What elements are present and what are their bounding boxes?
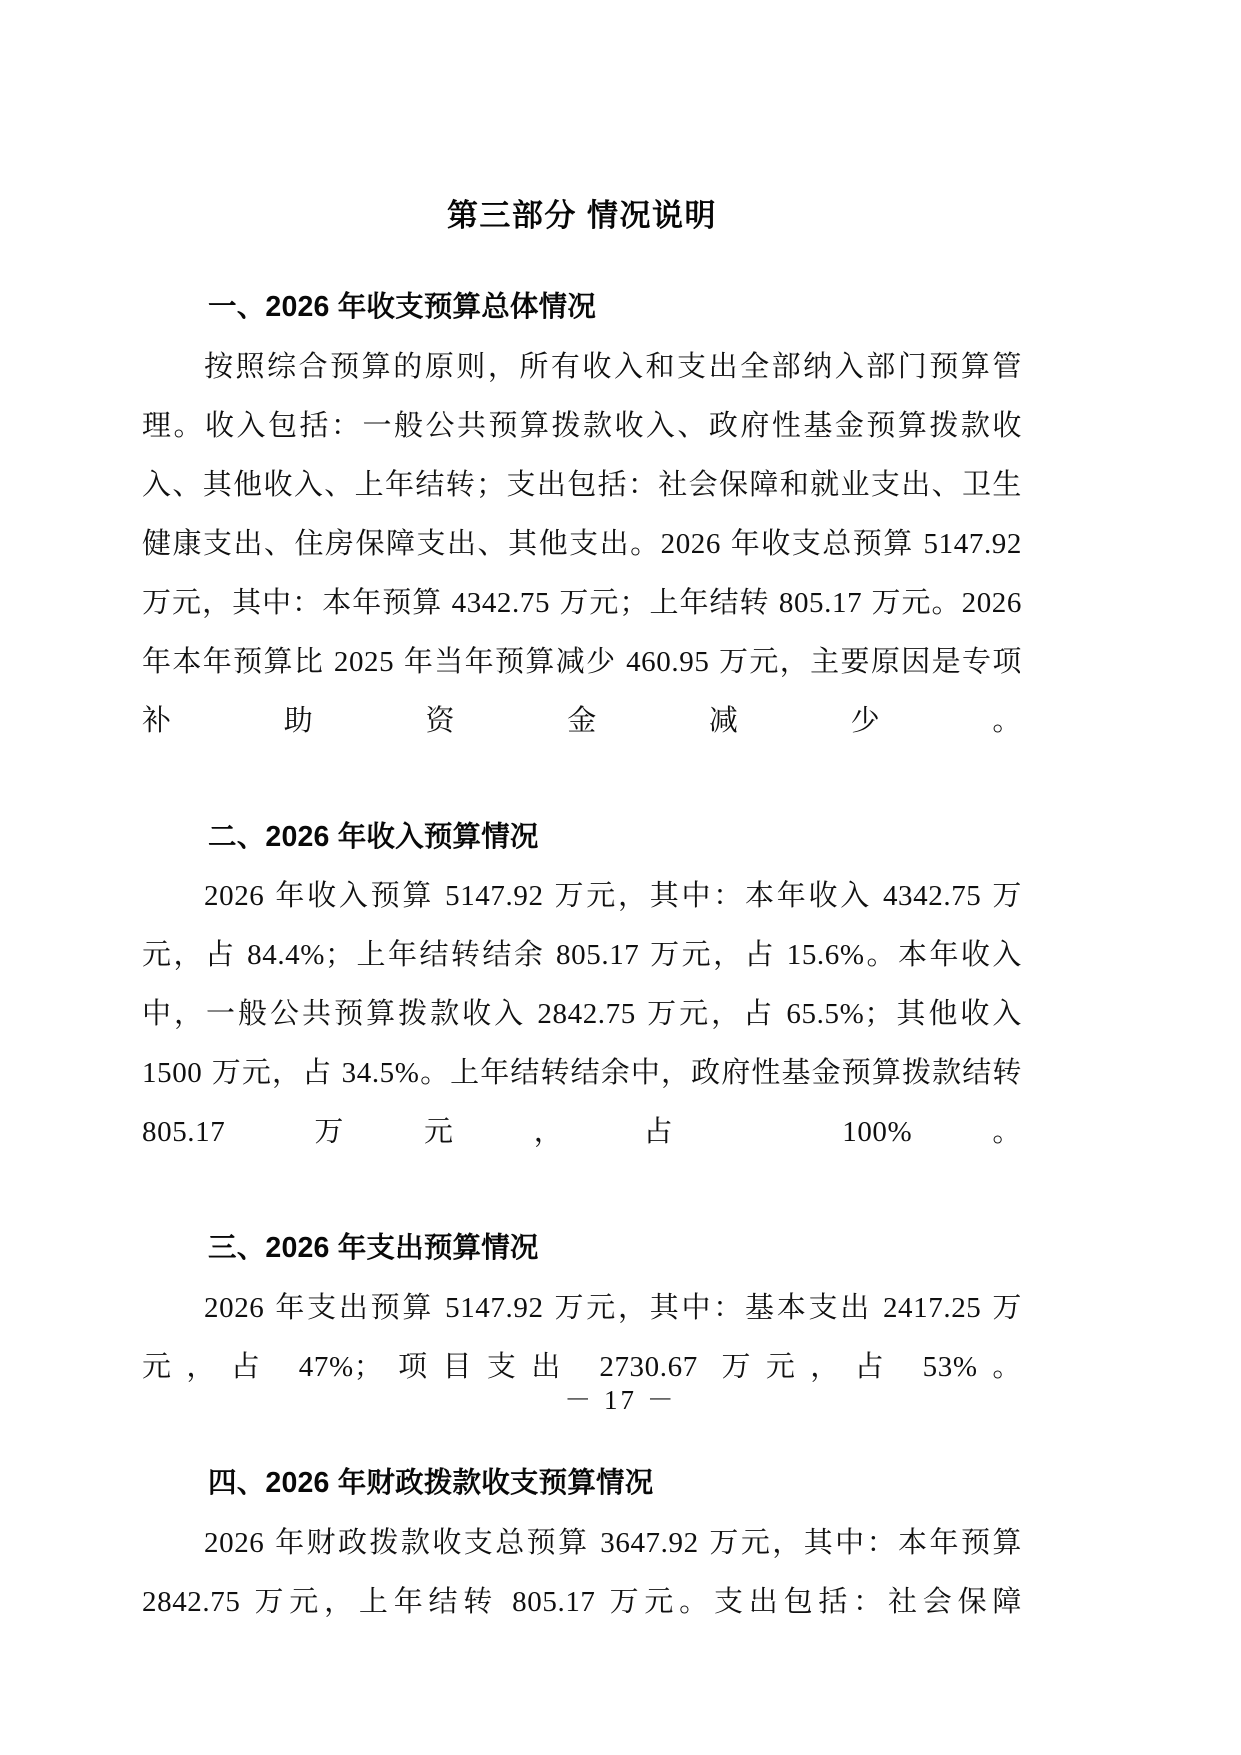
spacer xyxy=(142,234,1022,290)
spacer xyxy=(142,855,1022,867)
section-paragraph-3: 2026 年支出预算 5147.92 万元，其中：基本支出 2417.25 万元，占 47%；项目支出 2730.67 万元，占 53%。 xyxy=(142,1292,1022,1384)
section-paragraph-2: 2026 年收入预算 5147.92 万元，其中：本年收入 4342.75 万元，占 84.4%；上年结转结余 805.17 万元，占 15.6%。本年收入中，一般公共预算拨款收入 2842.75 万元，占 65.5%；其他收入 1500 万元，占 34.5%。上年结转结余中，政府性基金预算拨款结转 805.17 万元，占 100%。 xyxy=(142,880,1022,1149)
spacer xyxy=(142,1221,1022,1231)
spacer xyxy=(142,1267,1022,1279)
spacer xyxy=(142,1456,1022,1466)
section-heading-2: 二、2026 年收入预算情况 xyxy=(208,820,539,853)
section-paragraph-1: 按照综合预算的原则，所有收入和支出全部纳入部门预算管理。收入包括：一般公共预算拨款收入、政府性基金预算拨款收入、其他收入、上年结转；支出包括：社会保障和就业支出、卫生健康支出、住房保障支出、其他支出。2026 年收支总预算 5147.92 万元，其中：本年预算 4342.75 万元；上年结转 805.17 万元。2026 年本年预算比 2025 年当年预算减少 460.95 万元，主要原因是专项补助资金减少。 xyxy=(142,350,1022,737)
page-number: － 17 － xyxy=(564,1385,677,1415)
section-paragraph-4: 2026 年财政拨款收支总预算 3647.92 万元，其中：本年预算 2842.75 万元，上年结转 805.17 万元。支出包括：社会保障 xyxy=(142,1526,1022,1618)
page-content xyxy=(142,0,1022,1691)
spacer xyxy=(142,810,1022,820)
section-heading-1: 一、2026 年收支预算总体情况 xyxy=(208,291,597,324)
page-title: 第三部分 情况说明 xyxy=(446,198,718,233)
spacer xyxy=(142,1502,1022,1514)
section-heading-4: 四、2026 年财政拨款收支预算情况 xyxy=(208,1467,654,1500)
section-heading-3: 三、2026 年支出预算情况 xyxy=(208,1232,539,1265)
spacer xyxy=(142,326,1022,338)
